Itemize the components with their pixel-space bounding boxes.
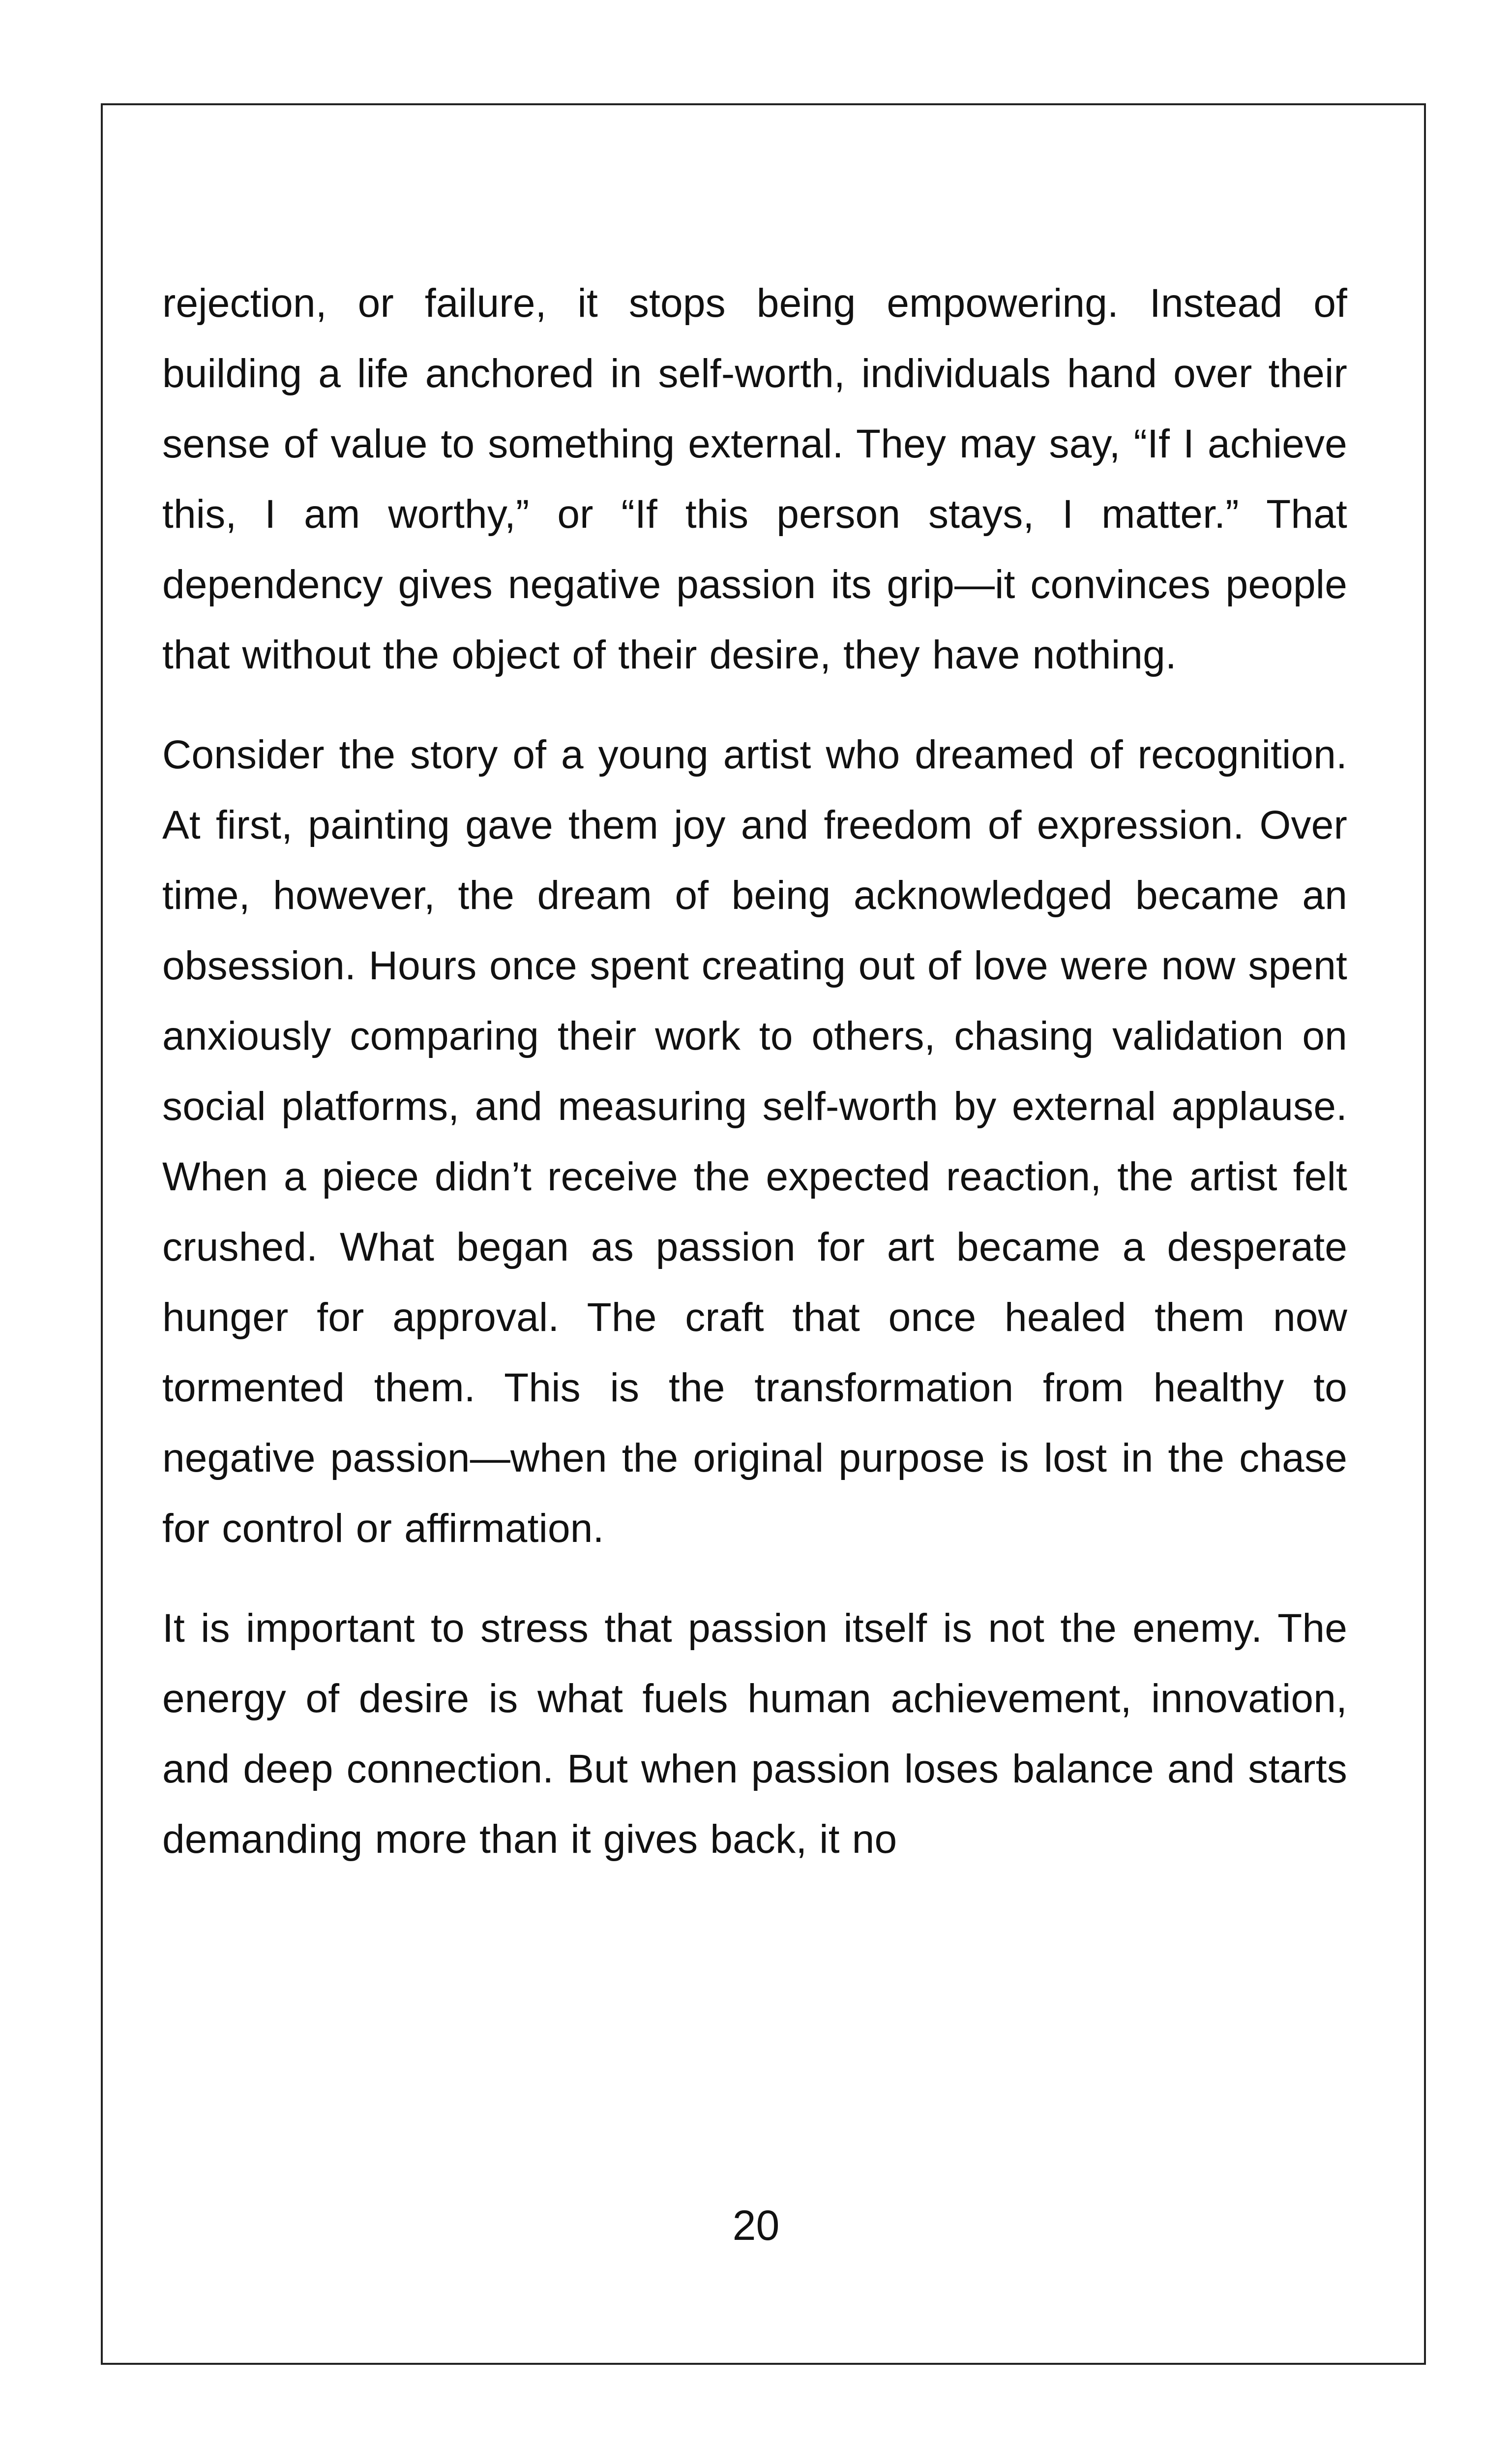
paragraph-3: It is important to stress that passion itself is not the enemy. The energy of desire is what fuels human achievement, innovation, and deep connection. But when passion loses balance and starts demanding more than it gives back, it no [162,1606,1347,1862]
page-number: 20 [732,2202,780,2249]
paragraph-1: rejection, or failure, it stops being empowering. Instead of building a life anchored in self-worth, individuals hand over their sense of value to something external. They may say, “If I achieve this, I am worthy,” or “If this person stays, I matter.” That dependency gives negative passion its grip—it convinces people that without the object of their desire, they have nothing. [162,281,1347,677]
body-text [162,268,1347,1904]
paragraph-2: Consider the story of a young artist who dreamed of recognition. At first, painting gave them joy and freedom of expression. Over time, however, the dream of being acknowledged became an obsession. Hours once spent creating out of love were now spent anxiously comparing their work to others, chasing validation on social platforms, and measuring self-worth by external applause. When a piece didn’t receive the expected reaction, the artist felt crushed. What began as passion for art became a desperate hunger for approval. The craft that once healed them now tormented them. This is the transformation from healthy to negative passion—when the original purpose is lost in the chase for control or affirmation. [162,732,1347,1551]
